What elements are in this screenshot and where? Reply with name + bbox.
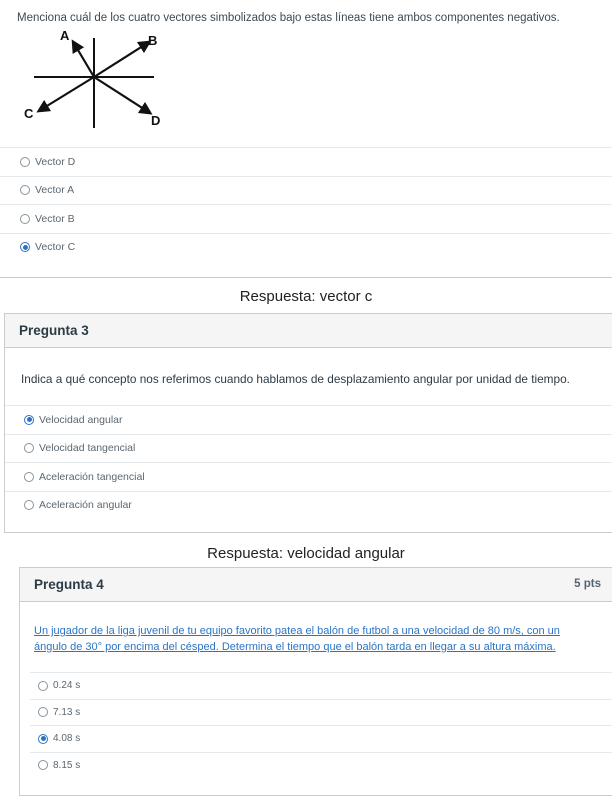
label-a: A xyxy=(60,28,70,43)
vector-diagram xyxy=(18,28,168,133)
radio-button-selected[interactable] xyxy=(20,242,30,252)
question-title: Pregunta 4 xyxy=(34,577,104,592)
answer-option[interactable] xyxy=(5,434,612,463)
radio-button[interactable] xyxy=(38,707,48,717)
answer-option[interactable] xyxy=(30,752,612,779)
question-header xyxy=(5,314,612,348)
answer-label: Vector A xyxy=(35,184,75,197)
answer-note: Respuesta: velocidad angular xyxy=(207,545,405,562)
answer-option[interactable] xyxy=(30,725,612,752)
radio-button[interactable] xyxy=(38,760,48,770)
answer-option[interactable] xyxy=(0,176,612,205)
answer-label: 7.13 s xyxy=(53,706,81,718)
answer-option[interactable] xyxy=(5,462,612,491)
radio-button-selected[interactable] xyxy=(24,415,34,425)
radio-button[interactable] xyxy=(38,681,48,691)
question-2-block xyxy=(0,0,612,278)
answer-label: 4.08 s xyxy=(53,733,81,745)
vector-d xyxy=(94,77,147,111)
question-text: Menciona cuál de los cuatro vectores simbolizados bajo estas líneas tiene ambos componentes negativos. xyxy=(17,12,560,24)
radio-button-selected[interactable] xyxy=(38,734,48,744)
answer-list xyxy=(30,672,612,778)
answer-label: Vector D xyxy=(35,155,76,168)
answer-option[interactable] xyxy=(0,147,612,176)
answer-option[interactable] xyxy=(0,233,612,262)
label-c: C xyxy=(24,106,34,121)
label-d: D xyxy=(151,113,161,128)
question-3-card xyxy=(4,313,612,533)
vector-b xyxy=(94,44,146,77)
answer-label: Velocidad angular xyxy=(39,413,123,426)
answer-option[interactable] xyxy=(5,491,612,520)
answer-label: 0.24 s xyxy=(53,680,81,692)
answer-option[interactable] xyxy=(30,672,612,699)
radio-button[interactable] xyxy=(20,157,30,167)
answer-label: 8.15 s xyxy=(53,759,81,771)
answer-option[interactable] xyxy=(0,204,612,233)
radio-button[interactable] xyxy=(24,500,34,510)
radio-button[interactable] xyxy=(24,472,34,482)
answer-list xyxy=(5,405,612,519)
points-label: 5 pts xyxy=(574,578,601,590)
question-header xyxy=(20,568,612,602)
vector-a xyxy=(75,45,94,77)
answer-list xyxy=(0,147,612,261)
answer-label: Velocidad tangencial xyxy=(39,442,136,455)
vector-c xyxy=(42,77,94,109)
answer-label: Aceleración tangencial xyxy=(39,470,145,483)
answer-option[interactable] xyxy=(5,405,612,434)
radio-button[interactable] xyxy=(20,185,30,195)
question-text-link[interactable]: Un jugador de la liga juvenil de tu equipo favorito patea el balón de futbol a una velocidad de 80 m/s, con un ángulo de 30° por encima del césped. Determina el tiempo que el balón tarda en llegar a su altura máxima. xyxy=(34,625,560,653)
label-b: B xyxy=(148,33,158,48)
radio-button[interactable] xyxy=(20,214,30,224)
answer-note: Respuesta: vector c xyxy=(239,288,373,305)
answer-label: Vector C xyxy=(35,241,76,254)
question-text: Indica a qué concepto nos referimos cuando hablamos de desplazamiento angular por unidad de tiempo. xyxy=(21,372,570,386)
question-4-card xyxy=(19,567,612,796)
radio-button[interactable] xyxy=(24,443,34,453)
answer-option[interactable] xyxy=(30,699,612,726)
question-title: Pregunta 3 xyxy=(19,323,89,338)
answer-label: Vector B xyxy=(35,212,75,225)
answer-label: Aceleración angular xyxy=(39,499,132,512)
